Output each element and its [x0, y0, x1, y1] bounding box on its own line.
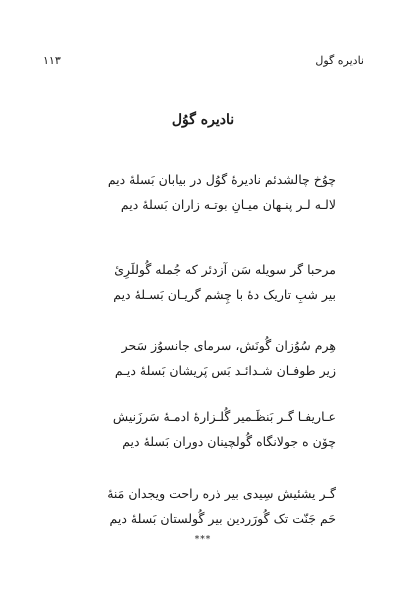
- stanza-5: [56, 481, 336, 531]
- verse-line: چوُخ چالشدئم نادیره‌ٔ گوُل در بیابان بَسلهٔ دیم: [107, 172, 336, 187]
- verse-line: بیر شبِ تاریک دهٔ با چِشم گریـان بَسـلهٔ دیم: [113, 287, 336, 302]
- verse-line: مرحبا گر سویله سَن آزدئر که جُمله گُوللَرِئ: [114, 262, 336, 277]
- verse-line: حَم جَنّت تک گُورَردین بیر گُولستان بَسلهٔ دیم: [109, 511, 336, 526]
- stanza-1: [56, 167, 336, 217]
- verse-line: عـاریفـا گـر بَنظَـمیر گُلـزارهٔ ادمـهٔ سَرزَنیش: [112, 409, 336, 424]
- stanza-2: [56, 257, 336, 307]
- verse-line: زیر طوفـان شـدائـد بَس پَریشان بَسلهٔ دیـم: [114, 363, 336, 378]
- verse-line: هِرم سُوُزان گُونَش، سرمای جانسوُز سَحر: [121, 338, 336, 353]
- verse-line: گـر یشئیش سِیدی بیر ذره راحت ویجدان مَنهٔ: [107, 486, 336, 501]
- running-header-title: نادیره گول: [315, 54, 364, 67]
- verse-line: چۆن ه جولانگاه گُولچینان دوران بَسلهٔ دیم: [122, 434, 336, 449]
- stanza-4: [56, 404, 336, 454]
- stanza-3: [56, 333, 336, 383]
- poem-end-mark: ***: [194, 535, 212, 545]
- page-number: ۱۱۳: [43, 54, 61, 67]
- poem-title: نادیره گوُل: [171, 112, 235, 128]
- verse-line: لالـه لـر پنـهان میـانِ بوتـه زاران بَسلهٔ دیم: [120, 197, 336, 212]
